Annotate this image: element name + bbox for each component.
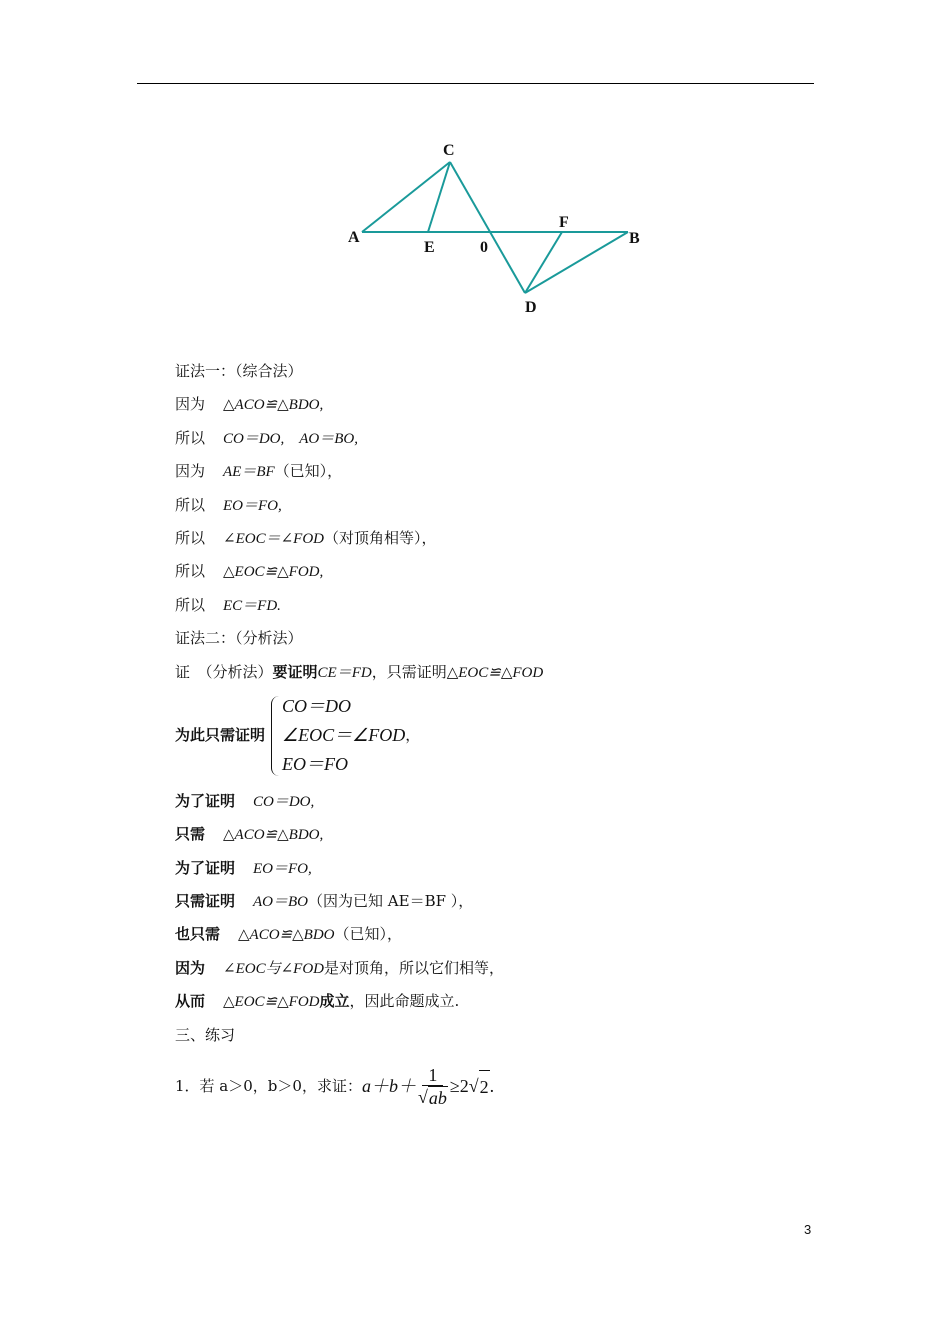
intro-math1: CE＝FD xyxy=(317,664,372,681)
proof2-intro xyxy=(175,656,815,689)
segment-df xyxy=(525,232,562,293)
proof1-line xyxy=(175,422,815,455)
note: （对顶角相等）， xyxy=(323,528,437,547)
fraction-numerator: 1 xyxy=(422,1065,443,1086)
formula-lhs: a＋b＋ xyxy=(361,1076,416,1097)
fraction-denominator xyxy=(418,1086,448,1109)
label-a: A xyxy=(348,229,360,246)
math: AE＝BF xyxy=(223,464,275,481)
word: 因为 xyxy=(175,958,206,977)
intro-prefix: 证 （分析法） xyxy=(175,662,273,681)
math: AO＝BO xyxy=(253,894,309,911)
math: △EOC≌△FOD, xyxy=(223,564,324,581)
note: （已知）， xyxy=(334,925,402,944)
math: △ACO≌△BDO, xyxy=(223,397,324,414)
system-line: EO＝FO xyxy=(282,754,349,775)
math: △EOC≌△FOD xyxy=(223,994,320,1011)
proof1-heading: 证法一：（综合法） xyxy=(175,362,303,380)
segment-db xyxy=(525,232,628,293)
segment-ce xyxy=(428,162,450,232)
math: ∠EOC＝∠FOD xyxy=(223,530,324,547)
system-line: ∠EOC＝∠FOD xyxy=(282,725,406,746)
fraction xyxy=(418,1065,448,1109)
page-number: 3 xyxy=(804,1222,812,1237)
note: ，因此命题成立. xyxy=(349,992,460,1011)
label-d: D xyxy=(525,299,537,316)
formula-tail: . xyxy=(489,1076,495,1097)
word: 也只需 xyxy=(175,925,221,944)
left-brace xyxy=(271,696,280,776)
note: （已知）， xyxy=(274,462,343,481)
math: △ACO≌△BDO, xyxy=(223,827,324,844)
proof2-line xyxy=(175,818,815,851)
equation-system xyxy=(175,691,815,781)
word: 所以 xyxy=(175,595,206,614)
exercise-prefix: 1．若 a＞0，b＞0，求证： xyxy=(175,1077,362,1096)
word: 因为 xyxy=(175,395,206,414)
sqrt-radicand: 2 xyxy=(479,1070,490,1104)
math: EO＝FO, xyxy=(223,497,282,514)
section3-heading: 三、练习 xyxy=(175,1025,236,1044)
system-line: CO＝DO xyxy=(282,696,352,717)
word: 只需 xyxy=(175,825,206,844)
math: ∠EOC与∠FOD xyxy=(223,960,324,977)
word: 为了证明 xyxy=(175,858,236,877)
word: 因为 xyxy=(175,462,206,481)
proof2-line xyxy=(175,785,815,818)
segment-cd xyxy=(450,162,525,293)
math: CO＝DO, AO＝BO, xyxy=(223,430,359,447)
sqrt-radicand: ab xyxy=(428,1088,447,1109)
word: 所以 xyxy=(175,562,206,581)
formula-rhs: ≥2 xyxy=(449,1076,469,1097)
word: 为了证明 xyxy=(175,791,236,810)
math: EC＝FD. xyxy=(223,597,281,614)
word: 所以 xyxy=(175,428,206,447)
proof2-heading: 证法二：（分析法） xyxy=(175,629,303,648)
word: 只需证明 xyxy=(175,892,236,911)
proof1-line xyxy=(175,455,815,488)
exercise-1 xyxy=(175,1058,815,1116)
proof2-final xyxy=(175,985,815,1018)
proof1-line xyxy=(175,388,815,421)
intro-mid: ，只需证明 xyxy=(371,662,447,681)
geometry-figure xyxy=(340,135,650,320)
rhs-sqrt xyxy=(469,1070,490,1104)
proof2-line xyxy=(175,918,815,951)
math: △ACO≌△BDO xyxy=(238,927,335,944)
label-c: C xyxy=(443,142,455,159)
system-tail: ， xyxy=(405,726,421,745)
proof2-line xyxy=(175,952,815,985)
proof-content xyxy=(175,355,815,1116)
note: （因为已知 AE＝BF ）， xyxy=(308,892,474,911)
proof2-line xyxy=(175,852,815,885)
word: 所以 xyxy=(175,528,206,547)
proof1-line xyxy=(175,589,815,622)
intro-bold: 要证明 xyxy=(272,662,318,681)
system-lines xyxy=(282,692,405,779)
system-label: 为此只需证明 xyxy=(175,726,266,745)
exercise-formula xyxy=(362,1065,494,1109)
word: 所以 xyxy=(175,495,206,514)
intro-math2: △EOC≌△FOD xyxy=(446,664,544,681)
segment-ac xyxy=(362,162,450,232)
proof2-line xyxy=(175,885,815,918)
sqrt-icon: √ xyxy=(468,1075,479,1096)
note: 是对顶角，所以它们相等， xyxy=(323,958,504,977)
final-bold: 成立 xyxy=(319,992,350,1011)
label-b: B xyxy=(629,230,640,247)
math: EO＝FO, xyxy=(253,860,312,877)
proof1-line xyxy=(175,555,815,588)
word: 从而 xyxy=(175,992,206,1011)
label-e: E xyxy=(424,239,435,256)
proof1-line xyxy=(175,522,815,555)
label-o: 0 xyxy=(480,239,488,256)
label-f: F xyxy=(559,214,569,231)
sqrt-icon: √ xyxy=(417,1087,428,1108)
header-rule xyxy=(137,83,814,84)
proof1-line xyxy=(175,489,815,522)
math: CO＝DO, xyxy=(253,793,315,810)
